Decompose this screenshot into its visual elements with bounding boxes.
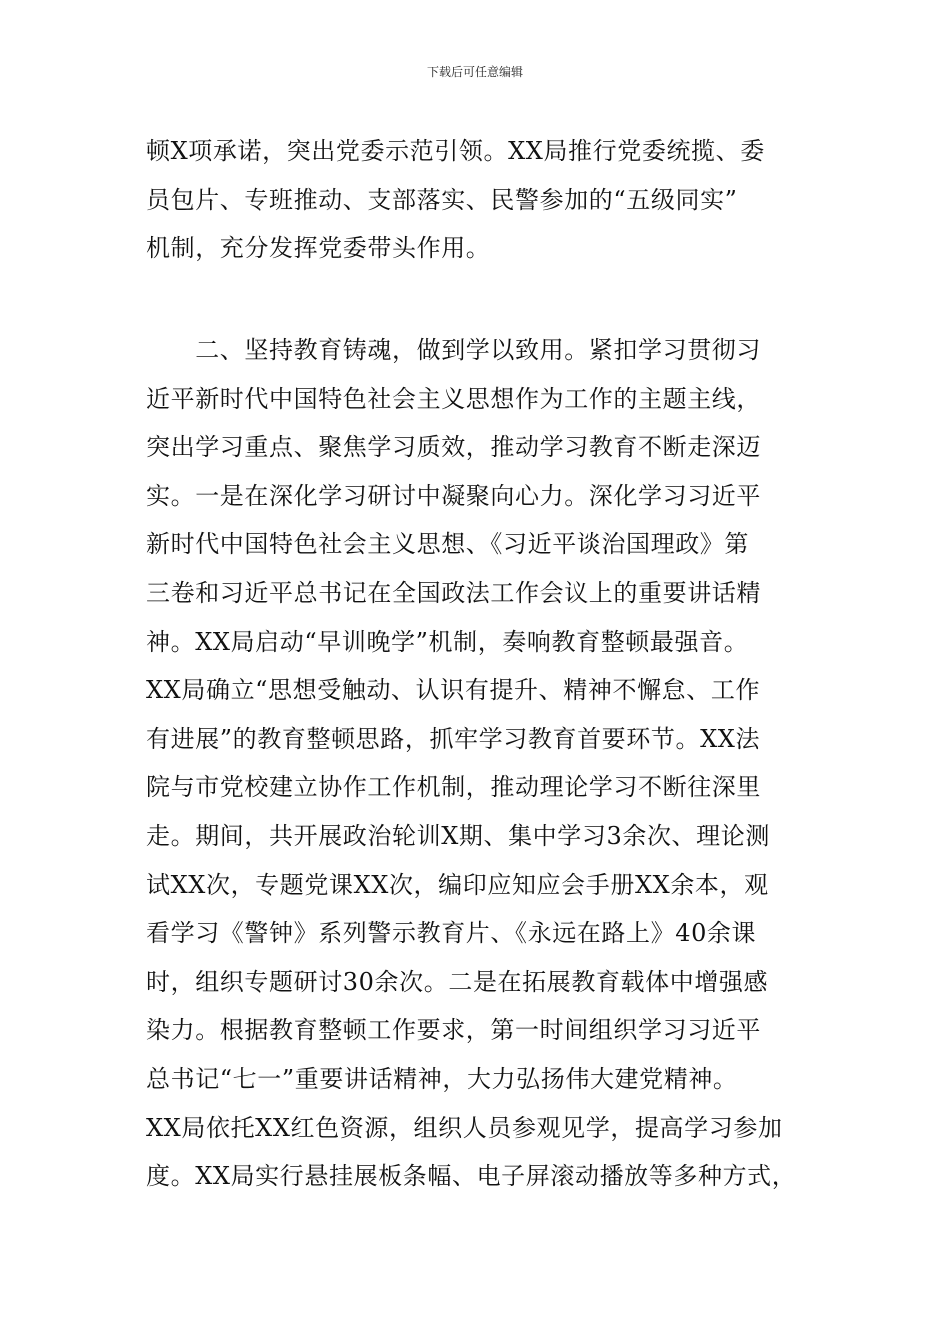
text-line: 总书记“七一”重要讲话精神，大力弘扬伟大建党精神。 [146, 1064, 738, 1093]
text-line: 突出学习重点、聚焦学习质效，推动学习教育不断走深迈 [146, 433, 761, 462]
page-header: 下载后可任意编辑 [426, 65, 523, 79]
text-line: XX局确立“思想受触动、认识有提升、精神不懈怠、工作 [146, 676, 761, 705]
paragraph-1 [146, 127, 836, 273]
text-line: 新时代中国特色社会主义思想、《习近平谈治国理政》第 [146, 530, 749, 559]
text-line: 试XX次，专题党课XX次，编印应知应会手册XX余本，观 [146, 870, 769, 899]
text-line: XX局依托XX红色资源，组织人员参观见学，提高学习参加 [146, 1113, 783, 1142]
text-line: 时，组织专题研讨30余次。二是在拓展教育载体中增强感 [146, 967, 769, 996]
paragraph-2 [146, 326, 836, 1201]
text-line: 有进展”的教育整顿思路，抓牢学习教育首要环节。XX法 [146, 724, 761, 753]
text-line: 院与市党校建立协作工作机制，推动理论学习不断往深里 [146, 773, 761, 802]
text-line: 近平新时代中国特色社会主义思想作为工作的主题主线， [146, 384, 761, 413]
text-line: 神。XX局启动“早训晚学”机制，奏响教育整顿最强音。 [146, 627, 749, 656]
text-line: 染力。根据教育整顿工作要求，第一时间组织学习习近平 [146, 1016, 761, 1045]
text-line: 顿X项承诺，突出党委示范引领。XX局推行党委统揽、委 [146, 137, 765, 165]
text-line: 实。一是在深化学习研讨中凝聚向心力。深化学习习近平 [146, 481, 761, 510]
text-line: 看学习《警钟》系列警示教育片、《永远在路上》40余课 [146, 919, 757, 948]
text-line: 三卷和习近平总书记在全国政法工作会议上的重要讲话精 [146, 578, 761, 607]
text-line: 度。XX局实行悬挂展板条幅、电子屏滚动播放等多种方式， [146, 1162, 797, 1191]
text-line: 员包片、专班推动、支部落实、民警参加的“五级同实” [146, 185, 738, 214]
text-line: 机制，充分发挥党委带头作用。 [146, 234, 491, 263]
text-line: 走。期间，共开展政治轮训X期、集中学习3余次、理论测 [146, 821, 770, 850]
text-line: 二、坚持教育铸魂，做到学以致用。紧扣学习贯彻习 [146, 336, 761, 364]
